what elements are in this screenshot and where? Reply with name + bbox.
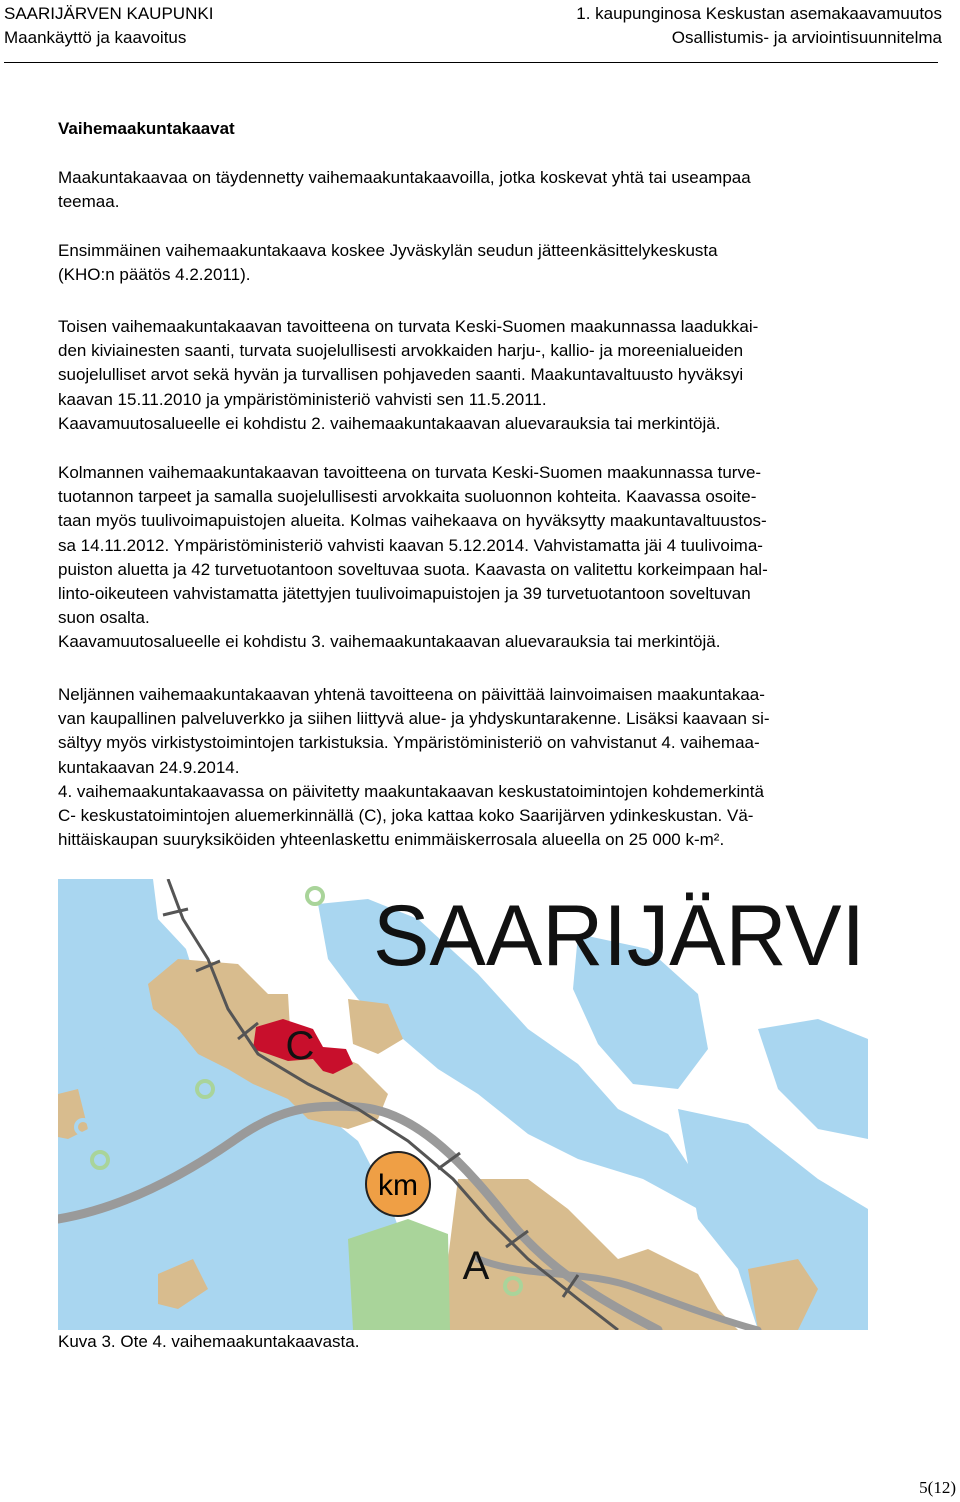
paragraph-3 [58, 315, 938, 436]
department-name: Maankäyttö ja kaavoitus [4, 28, 187, 47]
document-project: 1. kaupunginosa Keskustan asemakaavamuutos [576, 4, 942, 23]
text-line: C- keskustatoimintojen aluemerkinnällä (C), joka kattaa koko Saarijärven ydinkeskustan. Vä- [58, 806, 754, 826]
text-line: suon osalta. [58, 608, 150, 628]
text-line: tuotannon tarpeet ja samalla suojelullisesti arvokkaita suoluonnon kohteita. Kaavassa osoite- [58, 487, 757, 507]
text-line: Neljännen vaihemaakuntakaavan yhtenä tavoitteena on päivittää lainvoimaisen maakuntakaa- [58, 685, 765, 704]
page-header-left [4, 2, 213, 50]
paragraph-4 [58, 461, 938, 655]
text-line: hittäiskaupan suuryksiköiden yhteenlaskettu enimmäiskerrosala alueella on 25 000 k-m². [58, 830, 725, 850]
area-a-label: A [462, 1244, 490, 1288]
text-line: (KHO:n päätös 4.2.2011). [58, 265, 251, 285]
regional-plan-map [58, 879, 868, 1330]
text-line: kuntakaavan 24.9.2014. [58, 757, 240, 777]
page-number: 5(12) [919, 1478, 956, 1497]
town-label: SAARIJÄRVI [373, 888, 865, 984]
text-line: kaavan 15.11.2010 ja ympäristöministeriö vahvisti sen 11.5.2011. [58, 389, 547, 409]
text-line: linto-oikeuteen vahvistamatta jätettyjen tuulivoimapuistojen ja 39 turvetuotantoon soveltuvan [58, 584, 751, 604]
text-line: den kiviainesten saanti, turvata suojelullisesti arvokkaiden harju-, kallio- ja moreenialueiden [58, 341, 744, 361]
section-title: Vaihemaakuntakaavat [58, 119, 235, 138]
text-line: taan myös tuulivoimapuistojen alueita. Kolmas vaihekaava on hyväksytty maakuntavaltuustos- [58, 511, 767, 531]
figure-caption: Kuva 3. Ote 4. vaihemaakuntakaavasta. [58, 1332, 360, 1351]
text-line: puiston aluetta ja 42 turvetuotantoon soveltuvaa suota. Kaavasta on valitettu korkeimpaan hal- [58, 559, 768, 579]
text-line: sa 14.11.2012. Ympäristöministeriö vahvisti kaavan 5.12.2014. Vahvistamatta jäi 4 tuulivoima- [58, 535, 763, 555]
text-line: sältyy myös virkistystoimintojen tarkistuksia. Ympäristöministeriö on vahvistanut 4. vaihemaa- [58, 733, 760, 753]
page-header-right [576, 2, 942, 50]
km-label: km [378, 1169, 418, 1202]
text-line: 4. vaihemaakuntakaavassa on päivitetty maakuntakaavan keskustatoimintojen kohdemerkintä [58, 781, 764, 801]
text-line: Kolmannen vaihemaakuntakaavan tavoitteena on turvata Keski-Suomen maakunnassa turve- [58, 463, 762, 482]
text-line: van kaupallinen palveluverkko ja siihen liittyvä alue- ja yhdyskuntarakenne. Lisäksi kaavaan si- [58, 709, 770, 729]
text-line: Toisen vaihemaakuntakaavan tavoitteena on turvata Keski-Suomen maakunnassa laadukkai- [58, 317, 759, 336]
header-rule [4, 62, 938, 63]
text-line: Maakuntakaavaa on täydennetty vaihemaakuntakaavoilla, jotka koskevat yhtä tai useampaa [58, 168, 751, 187]
text-line: suojelulliset arvot sekä hyvän ja turvallisen pohjaveden saanti. Maakuntavaltuusto hyväksyi [58, 365, 744, 385]
text-line: Kaavamuutosalueelle ei kohdistu 2. vaihemaakuntakaavan aluevarauksia tai merkintöjä. [58, 413, 721, 433]
text-line: Kaavamuutosalueelle ei kohdistu 3. vaihemaakuntakaavan aluevarauksia tai merkintöjä. [58, 632, 721, 652]
paragraph-2 [58, 239, 938, 287]
organization-name: SAARIJÄRVEN KAUPUNKI [4, 4, 214, 23]
paragraph-5 [58, 683, 938, 852]
text-line: teemaa. [58, 192, 120, 212]
centre-label: C [285, 1024, 315, 1068]
map-canvas [58, 879, 868, 1330]
text-line: Ensimmäinen vaihemaakuntakaava koskee Jyväskylän seudun jätteenkäsittelykeskusta [58, 241, 718, 260]
recreation-area [348, 1219, 450, 1330]
paragraph-1 [58, 166, 938, 214]
document-type: Osallistumis- ja arviointisuunnitelma [671, 28, 942, 47]
